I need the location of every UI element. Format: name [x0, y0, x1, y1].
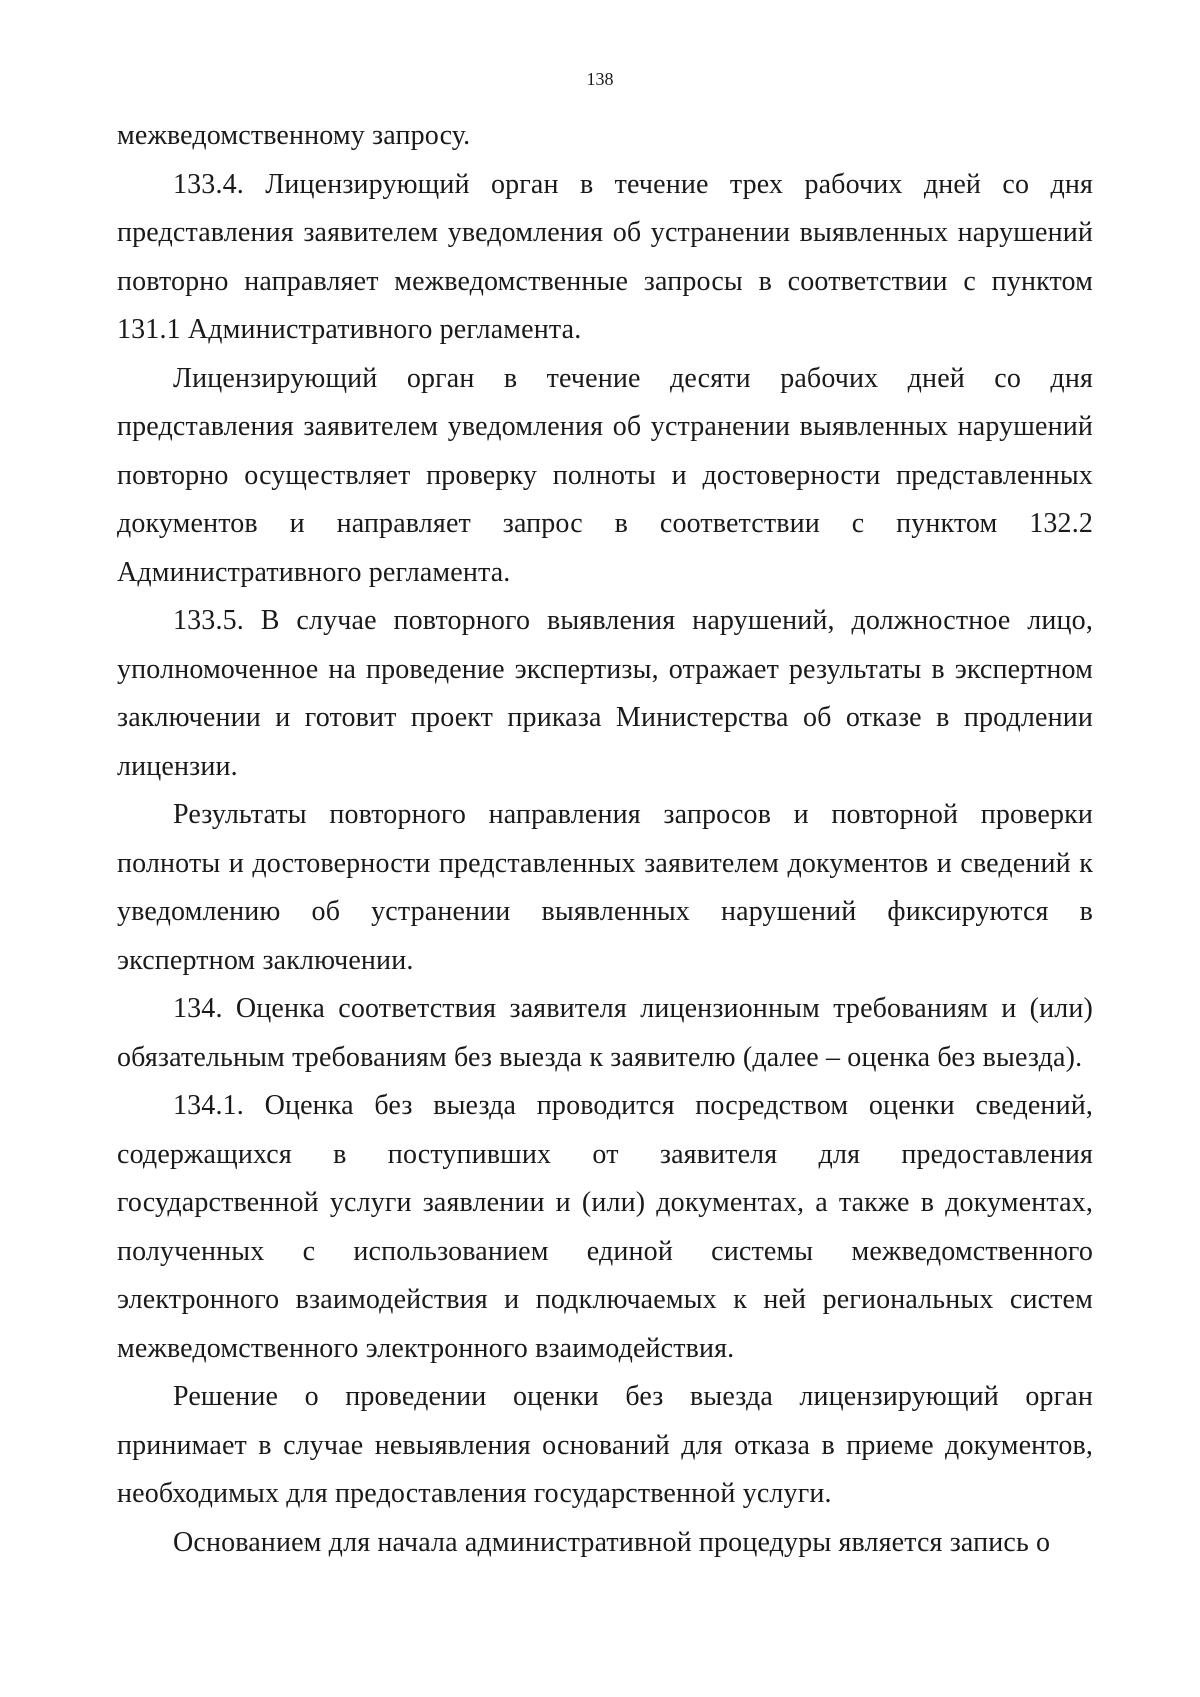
paragraph-134-1: 134.1. Оценка без выезда проводится посредством оценки сведений, содержащихся в поступивших от заявителя для предоставления государственной услуги заявлении и (или) документах, а также в документах, полученных с использованием единой системы межведомственного электронного взаимодействия и подключаемых к ней региональных систем межведомственного электронного взаимодействия. [117, 1090, 1093, 1364]
paragraph-results-recorded: Результаты повторного направления запросов и повторной проверки полноты и достоверности представленных заявителем документов и сведений к уведомлению об устранении выявленных нарушений фиксируются в экспертном заключении. [117, 799, 1093, 976]
document-body [117, 112, 1093, 1567]
paragraph-ten-days-check: Лицензирующий орган в течение десяти рабочих дней со дня представления заявителем уведомления об устранении выявленных нарушений повторно осуществляет проверку полноты и достоверности представленных документов и направляет запрос в соответствии с пунктом 132.2 Административного регламента. [117, 362, 1093, 588]
paragraph-134: 134. Оценка соответствия заявителя лицензионным требованиям и (или) обязательным требованиям без выезда к заявителю (далее – оценка без выезда). [117, 993, 1093, 1073]
page-number: 138 [586, 69, 614, 89]
paragraph-133-5: 133.5. В случае повторного выявления нарушений, должностное лицо, уполномоченное на проведение экспертизы, отражает результаты в экспертном заключении и готовит проект приказа Министерства об отказе в продлении лицензии. [117, 605, 1093, 782]
paragraph-basis: Основанием для начала административной процедуры является запись о [173, 1526, 1051, 1558]
paragraph-133-4: 133.4. Лицензирующий орган в течение трех рабочих дней со дня представления заявителем уведомления об устранении выявленных нарушений повторно направляет межведомственные запросы в соответствии с пунктом 131.1 Административного регламента. [117, 168, 1093, 345]
paragraph-continuation: межведомственному запросу. [117, 120, 471, 151]
paragraph-decision: Решение о проведении оценки без выезда лицензирующий орган принимает в случае невыявления оснований для отказа в приеме документов, необходимых для предоставления государственной услуги. [117, 1381, 1093, 1509]
